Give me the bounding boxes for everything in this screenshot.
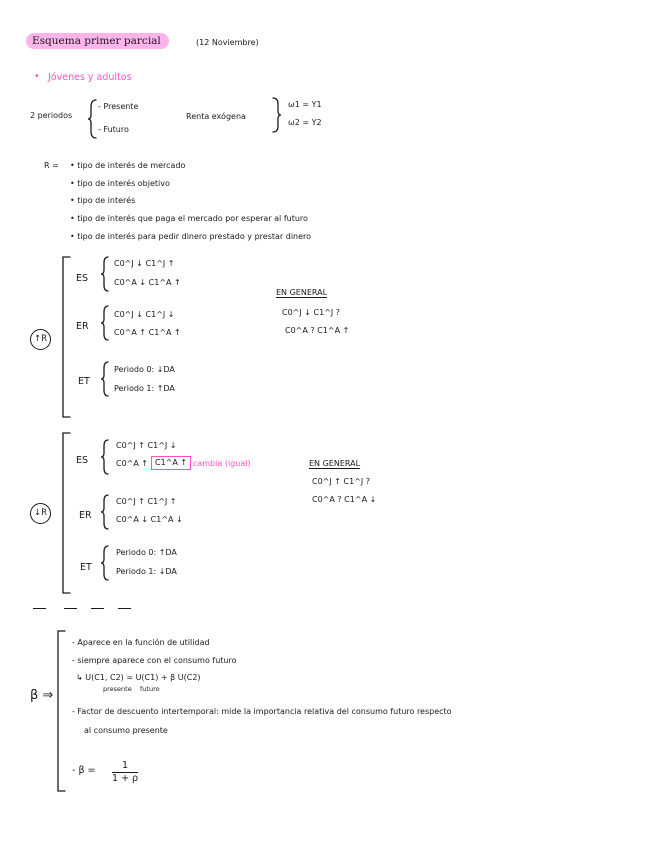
beta-under-futuro: futuro xyxy=(140,685,160,693)
beta-numerator: 1 xyxy=(112,760,138,773)
r-down-es-line: C0^J ↑ C1^J ↓ xyxy=(116,441,177,450)
periodos-brace-icon xyxy=(88,99,98,139)
r-up-er-label: ER xyxy=(76,321,89,332)
r-up-es-brace-icon xyxy=(101,256,110,292)
r-up-es-line: C0^J ↓ C1^J ↑ xyxy=(114,259,175,268)
r-def-item: • tipo de interés objetivo xyxy=(70,179,170,188)
r-down-er-label: ER xyxy=(79,510,92,521)
r-def-item: • tipo de interés xyxy=(70,196,136,205)
r-down-et-label: ET xyxy=(80,562,92,573)
r-def-item: • tipo de interés de mercado xyxy=(70,161,186,170)
r-down-es-line-a: C0^A ↑ xyxy=(116,459,149,468)
periodos-label: 2 periodos xyxy=(30,111,73,120)
r-up-es-label: ES xyxy=(76,273,89,284)
r-down-general-title: EN GENERAL xyxy=(309,459,361,468)
r-up-es-line: C0^A ↓ C1^A ↑ xyxy=(114,278,181,287)
r-up-et-line: Periodo 1: ↑DA xyxy=(114,384,175,393)
divider-dash xyxy=(64,608,77,609)
r-up-bracket-icon xyxy=(60,256,72,418)
r-down-es-brace-icon xyxy=(101,439,110,475)
r-up-circle: ↑R xyxy=(30,329,51,350)
subtitle: Jóvenes y adultos xyxy=(48,72,132,83)
r-def-item: • tipo de interés para pedir dinero prestado y prestar dinero xyxy=(70,232,312,241)
r-up-general-line: C0^J ↓ C1^J ? xyxy=(282,308,341,317)
r-down-note: cambia (igual) xyxy=(193,459,251,468)
r-down-general-line: C0^A ? C1^A ↓ xyxy=(312,495,377,504)
periodo-futuro: - Futuro xyxy=(98,125,129,134)
r-down-bracket-icon xyxy=(60,432,72,594)
renta-w2: ω2 = Y2 xyxy=(288,118,322,127)
r-down-et-line: Periodo 0: ↑DA xyxy=(116,548,177,557)
beta-under-presente: presente xyxy=(103,685,132,693)
beta-label: β ⇒ xyxy=(30,688,54,703)
renta-label: Renta exógena xyxy=(186,112,246,121)
r-up-er-brace-icon xyxy=(101,305,110,341)
beta-line: - Factor de descuento intertemporal: mide la importancia relativa del consumo futuro respecto xyxy=(72,707,452,716)
r-down-er-brace-icon xyxy=(101,494,110,530)
r-down-es-boxed: C1^A ↑ xyxy=(151,456,191,470)
r-def-prefix: R = xyxy=(44,161,59,170)
r-up-er-line: C0^A ↑ C1^A ↑ xyxy=(114,328,181,337)
beta-line: - Aparece en la función de utilidad xyxy=(72,638,210,647)
beta-bracket-icon xyxy=(55,630,67,792)
r-down-er-line: C0^J ↑ C1^J ↑ xyxy=(116,497,177,506)
page-title: Esquema primer parcial xyxy=(26,33,169,49)
beta-denominator: 1 + ρ xyxy=(112,773,139,784)
r-down-circle: ↓R xyxy=(30,503,51,524)
subtitle-bullet: • xyxy=(34,71,40,82)
beta-utility-formula: ↳ U(C1, C2) = U(C1) + β U(C2) xyxy=(76,673,201,682)
beta-line: al consumo presente xyxy=(84,726,168,735)
beta-formula-prefix: - β = xyxy=(72,765,96,776)
divider-dash xyxy=(91,608,104,609)
r-down-et-brace-icon xyxy=(101,545,110,581)
r-def-item: • tipo de interés que paga el mercado por esperar al futuro xyxy=(70,214,308,223)
divider-dash xyxy=(33,608,46,609)
r-up-et-label: ET xyxy=(78,376,90,387)
r-down-er-line: C0^A ↓ C1^A ↓ xyxy=(116,515,183,524)
beta-fraction xyxy=(112,760,138,785)
r-up-er-line: C0^J ↓ C1^J ↓ xyxy=(114,310,175,319)
renta-brace-icon xyxy=(272,97,282,133)
r-up-general-line: C0^A ? C1^A ↑ xyxy=(285,326,350,335)
r-down-es-label: ES xyxy=(76,455,89,466)
r-up-et-brace-icon xyxy=(101,361,110,397)
r-down-et-line: Periodo 1: ↓DA xyxy=(116,567,177,576)
beta-line: - siempre aparece con el consumo futuro xyxy=(72,656,237,665)
r-down-general-line: C0^J ↑ C1^J ? xyxy=(312,477,371,486)
periodo-presente: - Presente xyxy=(98,102,139,111)
renta-w1: ω1 = Y1 xyxy=(288,100,322,109)
date-note: (12 Noviembre) xyxy=(196,38,259,47)
divider-dash xyxy=(118,608,131,609)
r-up-et-line: Periodo 0: ↓DA xyxy=(114,365,175,374)
r-up-general-title: EN GENERAL xyxy=(276,288,328,297)
